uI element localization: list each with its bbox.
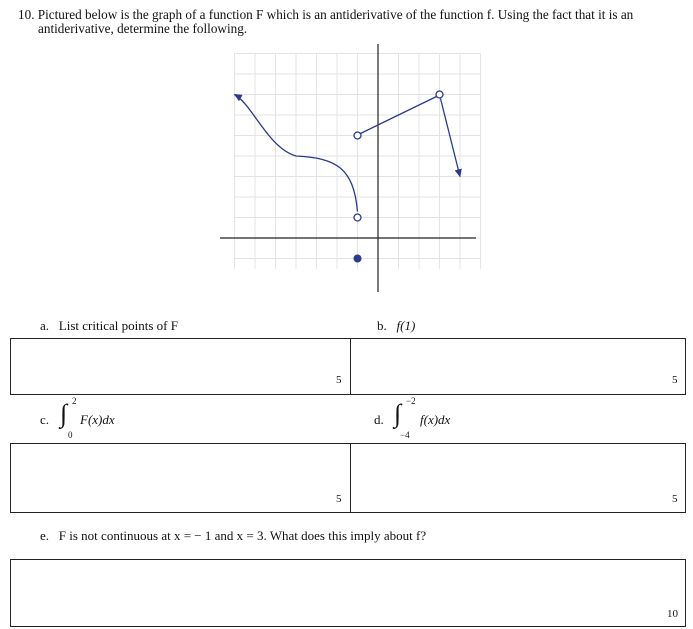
answer-box-a[interactable]: [10, 338, 351, 395]
filled-point: [354, 255, 362, 263]
points-c: 5: [336, 493, 342, 505]
question-text: [18, 8, 683, 36]
question-line-2: antiderivative, determine the following.: [38, 21, 248, 36]
answer-box-d[interactable]: [350, 443, 686, 513]
integral-sign-d: ∫: [394, 399, 402, 428]
points-e: 10: [667, 608, 678, 620]
integrand-c: F(x)dx: [80, 412, 115, 427]
question-line-1: Pictured below is the graph of a function F which is an antiderivative of the function f. Using the fact that it is an: [37, 7, 634, 22]
points-a: 5: [336, 374, 342, 386]
points-b: 5: [672, 374, 678, 386]
upper-limit-c: 2: [72, 396, 77, 406]
part-b-label: b. f(1): [377, 318, 416, 333]
open-point-middle-end: [436, 91, 443, 98]
part-e-label: e. F is not continuous at x = − 1 and x = 3. What does this imply about f?: [40, 528, 427, 543]
question-number: 10.: [18, 7, 35, 22]
part-b-text: f(1): [396, 318, 416, 333]
points-d: 5: [672, 493, 678, 505]
integrand-d: f(x)dx: [420, 412, 451, 427]
part-a-text: List critical points of F: [58, 318, 178, 333]
answer-box-e[interactable]: [10, 559, 686, 627]
lower-limit-d: −4: [400, 430, 410, 440]
graph-axes: [220, 44, 476, 292]
integral-sign-c: ∫: [60, 399, 68, 428]
part-a-label: a. List critical points of F: [40, 318, 178, 333]
upper-limit-d: −2: [406, 396, 416, 406]
open-point-middle-start: [354, 132, 361, 139]
right-segment: [441, 99, 461, 177]
graph-grid: [235, 54, 481, 269]
answer-box-b[interactable]: [350, 338, 686, 395]
lower-limit-c: 0: [68, 430, 73, 440]
antiderivative-graph: [210, 40, 490, 295]
open-point-left: [354, 214, 361, 221]
answer-box-c[interactable]: [10, 443, 351, 513]
part-e-text: F is not continuous at x = − 1 and x = 3. What does this imply about f?: [58, 528, 427, 543]
